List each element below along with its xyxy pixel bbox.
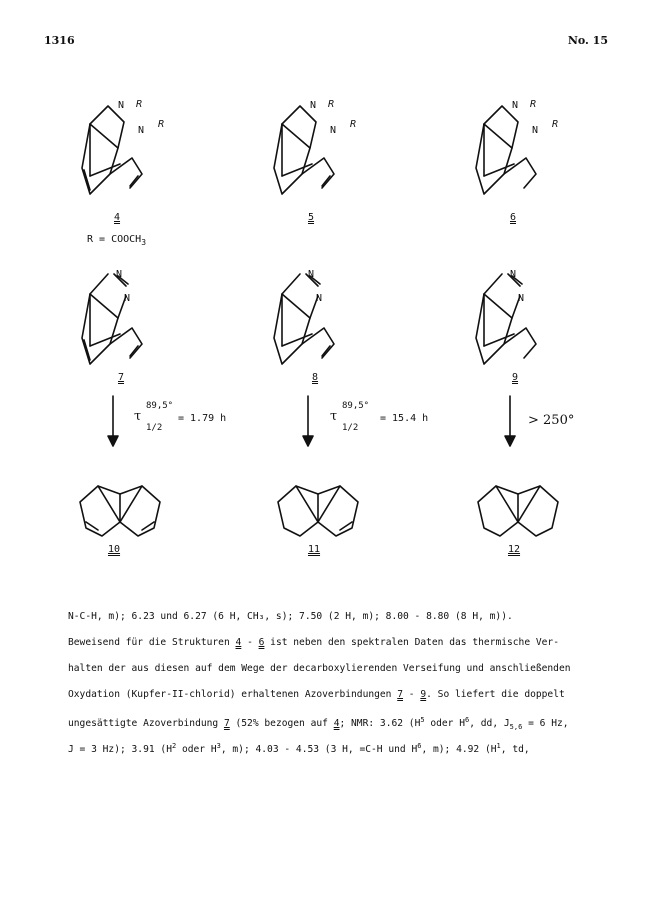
compound-label: 11	[308, 544, 321, 555]
atom-n: N	[330, 125, 337, 136]
structure-11	[278, 486, 358, 536]
structure-7	[82, 274, 142, 364]
structure-5	[274, 106, 337, 194]
text-line-3: halten der aus diesen auf dem Wege der decarboxylierenden Verseifung und anschließenden	[68, 663, 571, 674]
compound-label: 8	[312, 372, 319, 383]
atom-n: N	[118, 100, 125, 111]
compound-label: 5	[308, 212, 315, 223]
condition-half-life-2: τ 89,5° 1/2 = 15.4 h	[330, 401, 429, 433]
text-line-1: N-C-H, m); 6.23 und 6.27 (6 H, CH₃, s); 7.50 (2 H, m); 8.00 - 8.80 (8 H, m)).	[68, 611, 513, 622]
compound-label: 4	[114, 212, 121, 223]
text-line-5: ungesättigte Azoverbindung 7 (52% bezogen auf 4; NMR: 3.62 ($H^5$ oder $H^6$, dd, $J_{5,6} = 6$ Hz,	[68, 716, 569, 732]
atom-r: R	[328, 99, 335, 110]
atom-n: N	[316, 293, 323, 304]
atom-r: R	[158, 119, 165, 130]
text-line-4: Oxydation (Kupfer-II-chlorid) erhaltenen Azoverbindungen 7 - 9. So liefert die doppelt	[68, 689, 565, 700]
structure-10	[80, 486, 160, 536]
text-line-6: J = 3 Hz); 3.91 ($H^2$ oder $H^3$, m); 4.03 - 4.53 (3 H, =C-H und $H^6$, m); 4.92 ($H^1$, td,	[68, 742, 530, 756]
arrow-3	[505, 396, 515, 446]
arrow-1	[108, 396, 118, 446]
compound-label: 12	[508, 544, 521, 555]
atom-r: R	[530, 99, 537, 110]
structure-12	[478, 486, 558, 536]
atom-r: R	[552, 119, 559, 130]
structure-6	[476, 106, 539, 194]
compound-label: 10	[108, 544, 121, 555]
compound-label: 9	[512, 372, 519, 383]
r-group-definition: $R = COOCH_3$	[87, 234, 147, 247]
arrow-2	[303, 396, 313, 446]
compound-label: 7	[118, 372, 125, 383]
atom-n: N	[532, 125, 539, 136]
compound-label: 6	[510, 212, 517, 223]
structure-4	[82, 106, 145, 194]
structure-9	[476, 274, 536, 364]
condition-half-life-1: τ 89,5° 1/2 = 1.79 h	[134, 401, 227, 433]
atom-n: N	[518, 293, 525, 304]
condition-temperature-3: > 250°	[528, 413, 575, 428]
atom-n: N	[116, 269, 123, 280]
atom-n: N	[510, 269, 517, 280]
atom-n: N	[308, 269, 315, 280]
atom-n: N	[124, 293, 131, 304]
atom-n: N	[138, 125, 145, 136]
atom-r: R	[136, 99, 143, 110]
page-number: 1316	[44, 34, 75, 47]
atom-r: R	[350, 119, 357, 130]
atom-n: N	[310, 100, 317, 111]
issue-number: No. 15	[567, 34, 608, 47]
structure-8	[274, 274, 334, 364]
text-line-2: Beweisend für die Strukturen 4 - 6 ist neben den spektralen Daten das thermische Ver-	[68, 637, 559, 648]
atom-n: N	[512, 100, 519, 111]
